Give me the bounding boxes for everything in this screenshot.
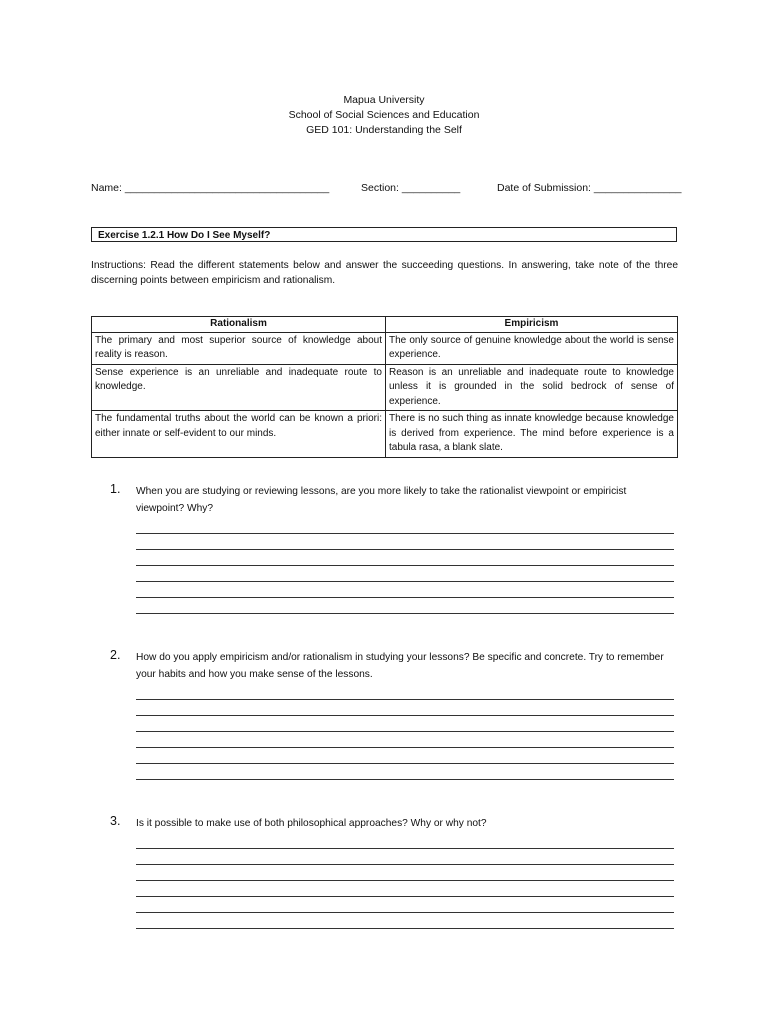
answer-line[interactable] [136,748,674,764]
rationalism-cell: Sense experience is an unreliable and inadequate route to knowledge. [92,364,386,411]
question-text: Is it possible to make use of both philosophical approaches? Why or why not? [136,818,487,829]
table-row [92,364,678,411]
answer-lines[interactable] [136,518,674,614]
answer-line[interactable] [136,684,674,700]
column-header-rationalism: Rationalism [92,317,386,333]
question-number: 2. [110,648,121,662]
answer-line[interactable] [136,550,674,566]
answer-line[interactable] [136,534,674,550]
answer-lines[interactable] [136,833,674,929]
table-header-row [92,317,678,333]
empiricism-cell: Reason is an unreliable and inadequate route to knowledge unless it is grounded in the solid bedrock of sense of experience. [386,364,678,411]
comparison-table [91,316,678,458]
table-row [92,411,678,458]
university-name: Mapua University [343,94,425,106]
answer-line[interactable] [136,716,674,732]
answer-line[interactable] [136,865,674,881]
answer-line[interactable] [136,566,674,582]
answer-line[interactable] [136,849,674,865]
exercise-title: Exercise 1.2.1 How Do I See Myself? [91,227,677,242]
answer-line[interactable] [136,897,674,913]
question-number: 1. [110,482,121,496]
answer-line[interactable] [136,881,674,897]
column-header-empiricism: Empiricism [386,317,678,333]
school-name: School of Social Sciences and Education [288,109,480,121]
answer-line[interactable] [136,833,674,849]
answer-lines[interactable] [136,684,674,780]
answer-line[interactable] [136,582,674,598]
question-number: 3. [110,814,121,828]
course-title: GED 101: Understanding the Self [306,124,462,136]
date-of-submission-field[interactable]: Date of Submission: _______________ [497,182,682,194]
question-text: When you are studying or reviewing lessons, are you more likely to take the rationalist viewpoint or empiricist viewpoint? Why? [136,486,627,514]
document-header [0,93,768,138]
empiricism-cell: There is no such thing as innate knowledge because knowledge is derived from experience. The mind before experience is a tabula rasa, a blank slate. [386,411,678,458]
table-row [92,332,678,364]
name-field[interactable]: Name: ___________________________________ [91,182,330,194]
rationalism-cell: The fundamental truths about the world can be known a priori: either innate or self-evident to our minds. [92,411,386,458]
instructions-text: Instructions: Read the different statements below and answer the succeeding questions. In answering, take note of the three discerning points between empiricism and rationalism. [91,260,678,286]
answer-line[interactable] [136,913,674,929]
answer-line[interactable] [136,518,674,534]
answer-line[interactable] [136,764,674,780]
question-text: How do you apply empiricism and/or rationalism in studying your lessons? Be specific and concrete. Try to remember your habits and how you make sense of the lessons. [136,652,664,680]
section-field[interactable]: Section: __________ [361,182,461,194]
answer-line[interactable] [136,732,674,748]
answer-line[interactable] [136,700,674,716]
rationalism-cell: The primary and most superior source of knowledge about reality is reason. [92,332,386,364]
empiricism-cell: The only source of genuine knowledge about the world is sense experience. [386,332,678,364]
answer-line[interactable] [136,598,674,614]
student-info-fields [91,182,682,198]
